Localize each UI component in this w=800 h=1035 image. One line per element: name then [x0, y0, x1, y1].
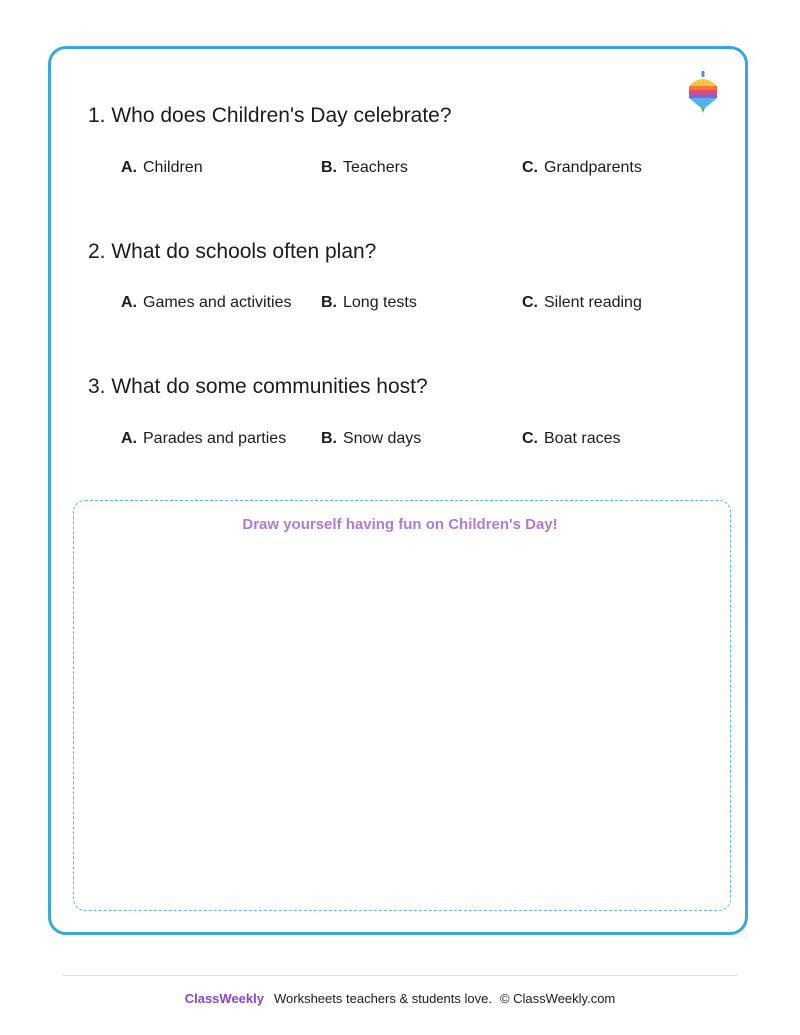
option-letter: C.: [522, 294, 538, 311]
footer-tagline: Worksheets teachers & students love.: [273, 991, 492, 1006]
option-letter: B.: [321, 159, 337, 176]
footer-divider: [62, 975, 738, 976]
footer-copyright: © ClassWeekly.com: [499, 991, 616, 1006]
option-text: Children: [143, 159, 203, 176]
option-text: Games and activities: [143, 294, 292, 311]
option-letter: C.: [522, 430, 538, 447]
question-2-option-b[interactable]: [321, 294, 417, 312]
drawing-prompt: Draw yourself having fun on Children's Day!: [242, 516, 558, 533]
question-3-option-c[interactable]: [522, 430, 620, 448]
option-letter: A.: [121, 294, 137, 311]
option-text: Grandparents: [544, 159, 642, 176]
question-3-option-b[interactable]: [321, 430, 421, 448]
question-1-option-a[interactable]: [121, 159, 203, 177]
option-letter: A.: [121, 430, 137, 447]
option-text: Long tests: [343, 294, 417, 311]
option-text: Teachers: [343, 159, 408, 176]
option-letter: B.: [321, 430, 337, 447]
question-2-option-a[interactable]: [121, 294, 292, 312]
footer: [0, 991, 800, 1006]
option-letter: C.: [522, 159, 538, 176]
question-3: 3. What do some communities host?: [88, 375, 428, 398]
question-2: 2. What do schools often plan?: [88, 240, 377, 263]
option-letter: A.: [121, 159, 137, 176]
question-2-option-c[interactable]: [522, 294, 642, 312]
question-3-option-a[interactable]: [121, 430, 286, 448]
spinning-top-icon: [675, 66, 731, 122]
option-letter: B.: [321, 294, 337, 311]
question-1: 1. Who does Children's Day celebrate?: [88, 104, 452, 127]
option-text: Boat races: [544, 430, 621, 447]
question-1-option-c[interactable]: [522, 159, 642, 177]
question-1-option-b[interactable]: [321, 159, 408, 177]
option-text: Snow days: [343, 430, 422, 447]
option-text: Parades and parties: [143, 430, 287, 447]
drawing-area[interactable]: [73, 500, 731, 911]
footer-brand: ClassWeekly: [184, 991, 264, 1006]
option-text: Silent reading: [544, 294, 642, 311]
